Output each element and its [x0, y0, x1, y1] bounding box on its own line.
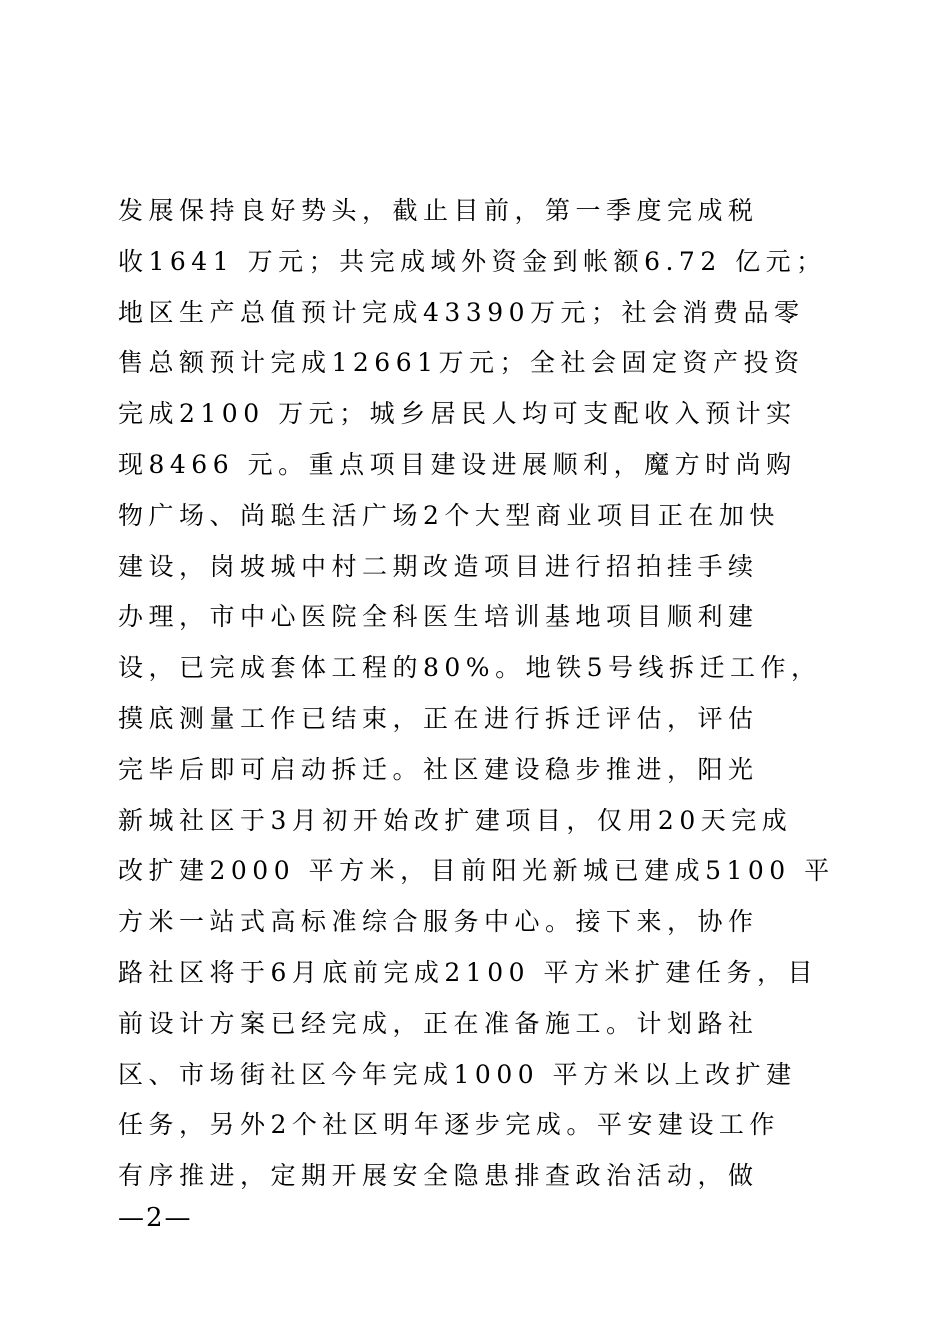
- text-line: 有序推进，定期开展安全隐患排查政治活动，做: [118, 1161, 759, 1191]
- text-line: 现8466 元。重点项目建设进展顺利，魔方时尚购: [118, 449, 797, 479]
- text-line: 方米一站式高标准综合服务中心。接下来，协作: [118, 907, 759, 937]
- text-line: 收1641 万元；共完成域外资金到帐额6.72 亿元；: [118, 246, 827, 276]
- body-text: [118, 186, 835, 1202]
- text-line: 设，已完成套体工程的80%。地铁5号线拆迁工作，: [118, 653, 822, 683]
- page-number: —2—: [118, 1203, 193, 1233]
- text-line: 完成2100 万元；城乡居民人均可支配收入预计实: [118, 399, 797, 429]
- text-line: 物广场、尚聪生活广场2个大型商业项目正在加快: [118, 500, 780, 530]
- text-line: 建设，岗坡城中村二期改造项目进行招拍挂手续: [118, 551, 759, 581]
- text-line: 改扩建2000 平方米，目前阳光新城已建成5100 平: [118, 856, 835, 886]
- text-line: 摸底测量工作已结束，正在进行拆迁评估，评估: [118, 703, 759, 733]
- text-line: 售总额预计完成12661万元；全社会固定资产投资: [118, 348, 805, 378]
- text-line: 地区生产总值预计完成43390万元；社会消费品零: [118, 297, 805, 327]
- text-line: 任务，另外2个社区明年逐步完成。平安建设工作: [118, 1110, 780, 1140]
- text-line: 发展保持良好势头，截止目前，第一季度完成税: [118, 196, 759, 225]
- text-line: 完毕后即可启动拆迁。社区建设稳步推进，阳光: [118, 754, 759, 784]
- text-line: 新城社区于3月初开始改扩建项目，仅用20天完成: [118, 805, 793, 835]
- text-line: 路社区将于6月底前完成2100 平方米扩建任务，目: [118, 957, 818, 987]
- text-line: 前设计方案已经完成，正在准备施工。计划路社: [118, 1008, 759, 1038]
- text-line: 区、市场街社区今年完成1000 平方米以上改扩建: [118, 1059, 797, 1089]
- text-line: 办理，市中心医院全科医生培训基地项目顺利建: [118, 602, 759, 632]
